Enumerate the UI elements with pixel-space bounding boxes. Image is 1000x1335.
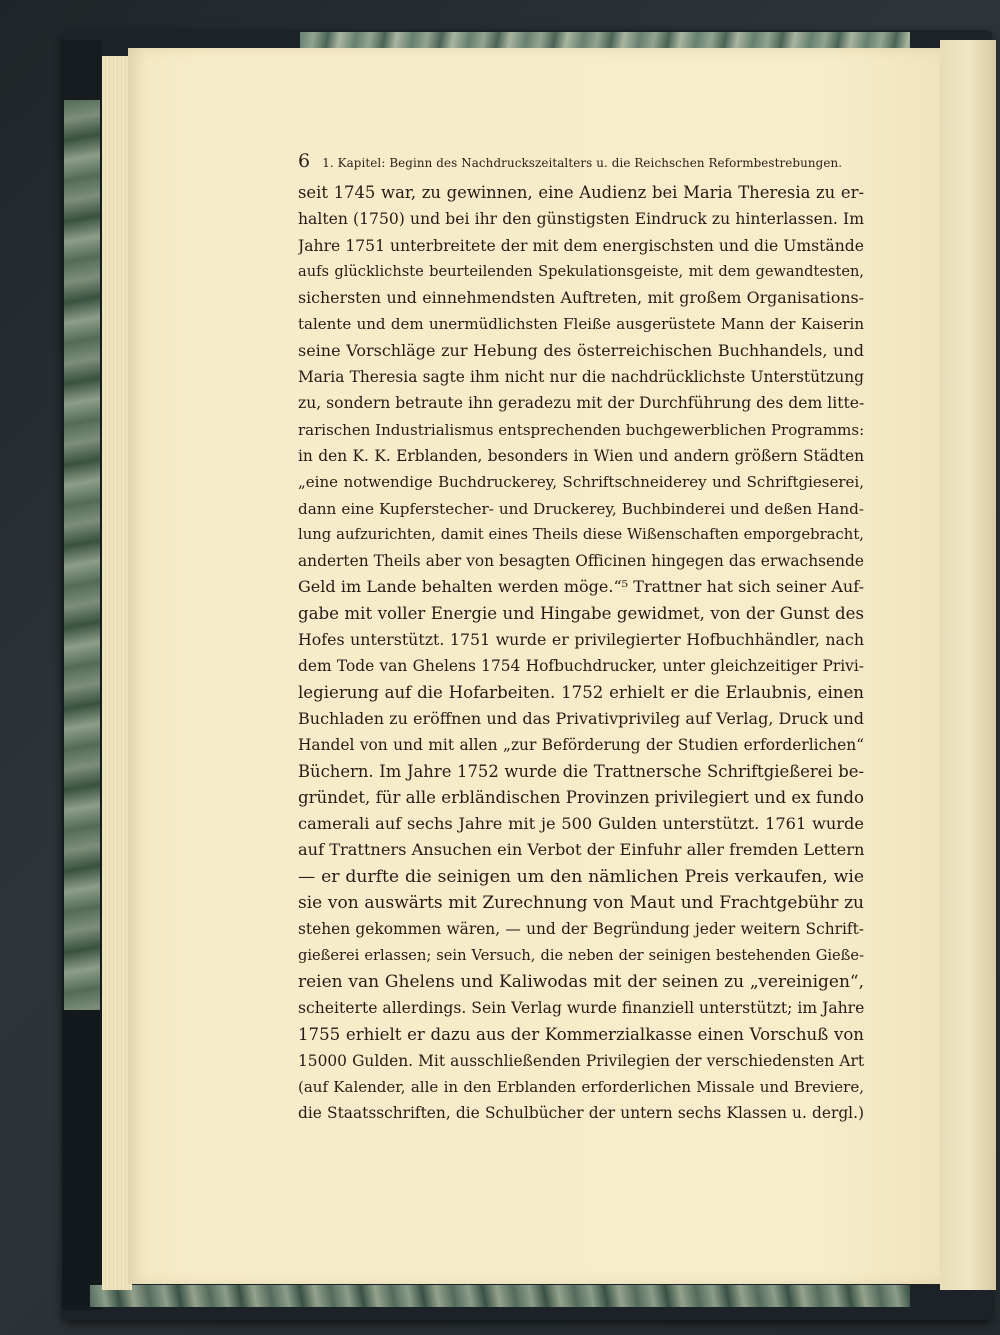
text-line: die Staatsschriften, die Schulbücher der untern sechs Klassen u. dergl.) xyxy=(298,1104,864,1123)
book-cover-corner xyxy=(62,1010,102,1310)
text-line: stehen gekommen wären, — und der Begründung jeder weitern Schrift- xyxy=(298,920,864,939)
text-line: sichersten und einnehmendsten Auftreten, mit großem Organisations- xyxy=(298,288,864,308)
text-line: talente und dem unermüdlichsten Fleiße ausgerüstete Mann der Kaiserin xyxy=(298,315,864,334)
text-line: lung aufzurichten, damit eines Theils diese Wißenschaften emporgebracht, xyxy=(298,525,864,543)
page-header xyxy=(298,150,864,172)
text-line: Jahre 1751 unterbreitete der mit dem energischsten und die Umstände xyxy=(298,236,864,255)
text-line: gründet, für alle erbländischen Provinzen privilegiert und ex fundo xyxy=(298,787,864,807)
text-line: zu, sondern betraute ihn geradezu mit der Durchführung des dem litte- xyxy=(298,394,864,413)
body-text xyxy=(298,180,864,1127)
text-line: reien van Ghelens und Kaliwodas mit der seinen zu „vereinigen“, xyxy=(298,971,864,992)
text-line: legierung auf die Hofarbeiten. 1752 erhielt er die Erlaubnis, einen xyxy=(298,682,864,702)
text-line: anderten Theils aber von besagten Officinen hingegen das erwachsende xyxy=(298,552,864,571)
text-line: in den K. K. Erblanden, besonders in Wien und andern größern Städten xyxy=(298,446,864,465)
marbled-endpaper-bottom xyxy=(90,1285,910,1307)
text-line: camerali auf sechs Jahre mit je 500 Gulden unterstützt. 1761 wurde xyxy=(298,814,864,834)
text-line: gabe mit voller Energie und Hingabe gewidmet, von der Gunst des xyxy=(298,603,864,623)
text-line: Buchladen zu eröffnen und das Privativprivileg auf Verlag, Druck und xyxy=(298,708,864,728)
text-line: Geld im Lande behalten werden möge.“⁵ Trattner hat sich seiner Auf- xyxy=(298,577,864,597)
text-line: auf Trattners Ansuchen ein Verbot der Einfuhr aller fremden Lettern xyxy=(298,840,864,860)
text-line: „eine notwendige Buchdruckerey, Schriftschneiderey und Schriftgieserei, xyxy=(298,473,864,492)
text-line: halten (1750) und bei ihr den günstigsten Eindruck zu hinterlassen. Im xyxy=(298,210,864,229)
text-line: aufs glücklichste beurteilenden Spekulationsgeiste, mit dem gewandtesten, xyxy=(298,262,864,280)
text-line: seine Vorschläge zur Hebung des österreichischen Buchhandels, und xyxy=(298,340,864,360)
text-line: Hofes unterstützt. 1751 wurde er privilegierter Hofbuchhändler, nach xyxy=(298,630,864,650)
text-line: dann eine Kupferstecher- und Druckerey, Buchbinderei und deßen Hand- xyxy=(298,499,864,518)
text-line: rarischen Industrialismus entsprechenden buchgewerblichen Programms: xyxy=(298,420,864,439)
next-page-edge xyxy=(940,40,996,1290)
text-line: — er durfte die seinigen um den nämlichen Preis verkaufen, wie xyxy=(298,866,864,887)
running-head: 1. Kapitel: Beginn des Nachdruckszeitalters u. die Reichschen Reformbestrebungen. xyxy=(322,156,843,170)
text-line: (auf Kalender, alle in den Erblanden erforderlichen Missale und Breviere, xyxy=(298,1078,864,1097)
text-line: scheiterte allerdings. Sein Verlag wurde finanziell unterstützt; im Jahre xyxy=(298,999,864,1018)
text-line: 1755 erhielt er dazu aus der Kommerzialkasse einen Vorschuß von xyxy=(298,1024,864,1044)
text-line: 15000 Gulden. Mit ausschließenden Privilegien der verschiedensten Art xyxy=(298,1051,864,1070)
text-line: Büchern. Im Jahre 1752 wurde die Trattnersche Schriftgießerei be- xyxy=(298,761,864,781)
text-line: seit 1745 war, zu gewinnen, eine Audienz bei Maria Theresia zu er- xyxy=(298,183,864,202)
text-line: dem Tode van Ghelens 1754 Hofbuchdrucker, unter gleichzeitiger Privi- xyxy=(298,657,864,676)
text-line: Maria Theresia sagte ihm nicht nur die nachdrücklichste Unterstützung xyxy=(298,368,864,387)
text-line: Handel von und mit allen „zur Beförderung der Studien erforderlichen“ xyxy=(298,736,864,755)
text-line: sie von auswärts mit Zurechnung von Maut und Frachtgebühr zu xyxy=(298,893,864,914)
text-line: gießerei erlassen; sein Versuch, die neben der seinigen bestehenden Gieße- xyxy=(298,946,864,964)
page-number: 6 xyxy=(298,150,311,172)
